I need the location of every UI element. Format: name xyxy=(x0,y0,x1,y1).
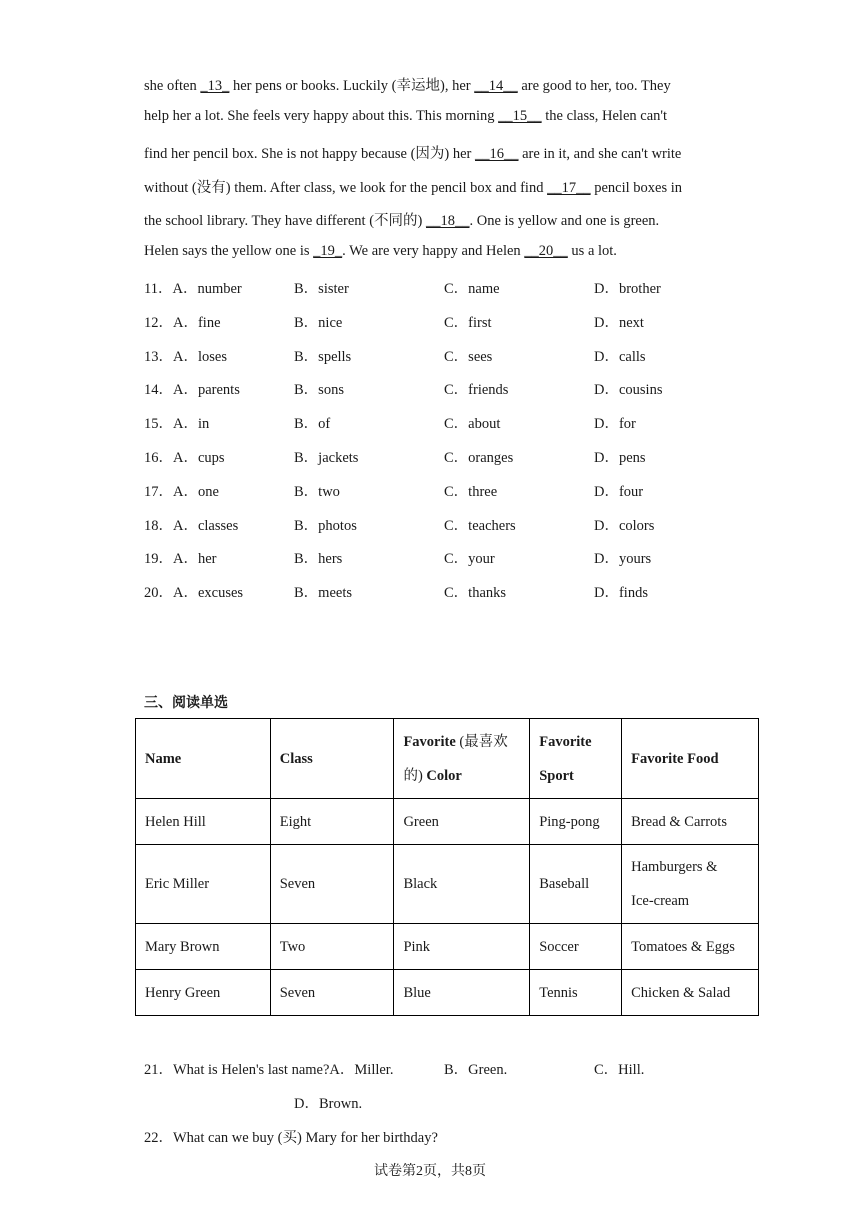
option-c: C．sees xyxy=(444,349,493,365)
option-b: B．nice xyxy=(294,315,343,331)
blank-18: __18__ xyxy=(426,213,470,229)
question-21-stem: 21．What is Helen's last name?A．Miller. xyxy=(144,1062,394,1078)
header-class: Class xyxy=(270,719,394,799)
passage-text: are in it, and she can't write xyxy=(518,146,682,162)
option-b: B．hers xyxy=(294,551,343,567)
option-a: A．her xyxy=(173,551,217,567)
cell-name: Eric Miller xyxy=(136,845,271,924)
cell-color: Green xyxy=(394,799,530,845)
question-number: 20． xyxy=(144,585,173,601)
question-number-and-option-a xyxy=(144,480,219,501)
passage-text: are good to her, too. They xyxy=(517,78,671,94)
passage-line-3 xyxy=(144,142,681,163)
header-color: Favorite (最喜欢 的) Color xyxy=(394,719,530,799)
option-a: A．parents xyxy=(173,382,240,398)
question-number-and-option-a xyxy=(144,345,227,366)
question-number-and-option-a xyxy=(144,514,238,535)
option-b: B．two xyxy=(294,484,340,500)
question-number-and-option-a xyxy=(144,446,225,467)
cell-food: Tomatoes & Eggs xyxy=(622,924,759,970)
question-22-stem: 22．What can we buy (买) Mary for her birthday? xyxy=(144,1130,438,1146)
cell-class: Eight xyxy=(270,799,394,845)
option-c: C．your xyxy=(444,551,495,567)
question-21-option-d: D．Brown. xyxy=(294,1096,363,1112)
passage-text: . One is yellow and one is green. xyxy=(469,213,660,229)
cell-sport: Ping-pong xyxy=(530,799,622,845)
favorites-table xyxy=(135,718,759,1016)
option-d: D．four xyxy=(594,484,644,500)
option-b: B．meets xyxy=(294,585,352,601)
option-b: B．sons xyxy=(294,382,344,398)
table-header-row xyxy=(136,719,759,799)
option-d: D．cousins xyxy=(594,382,663,398)
passage-text: without (没有) them. After class, we look for the pencil box and find xyxy=(144,180,548,196)
question-number-and-option-a xyxy=(144,412,209,433)
passage-line-2 xyxy=(144,108,667,125)
option-a: A．cups xyxy=(173,450,225,466)
header-name: Name xyxy=(136,719,271,799)
question-number-and-option-a xyxy=(144,378,240,399)
cell-name: Henry Green xyxy=(136,970,271,1016)
option-d: D．finds xyxy=(594,585,648,601)
question-21-option-b: B．Green. xyxy=(444,1062,508,1078)
passage-text: find her pencil box. She is not happy because (因为) her xyxy=(144,146,475,162)
option-c: C．name xyxy=(444,281,500,297)
table-row xyxy=(136,799,759,845)
cell-color: Pink xyxy=(394,924,530,970)
cell-class: Seven xyxy=(270,845,394,924)
table-row xyxy=(136,924,759,970)
question-number-and-option-a xyxy=(144,547,217,568)
option-a: A．number xyxy=(172,281,242,297)
option-d: D．next xyxy=(594,315,644,331)
option-b: B．photos xyxy=(294,518,357,534)
passage-line-4 xyxy=(144,176,682,197)
cell-name: Helen Hill xyxy=(136,799,271,845)
page-footer: 试卷第2页，共8页 xyxy=(374,1164,486,1179)
cell-name: Mary Brown xyxy=(136,924,271,970)
cell-food: Bread & Carrots xyxy=(622,799,759,845)
option-c: C．three xyxy=(444,484,498,500)
passage-line-1 xyxy=(144,74,671,95)
question-number-and-option-a xyxy=(144,311,221,332)
option-b: B．jackets xyxy=(294,450,359,466)
option-d: D．pens xyxy=(594,450,646,466)
passage-line-6 xyxy=(144,243,617,260)
option-d: D．brother xyxy=(594,281,661,297)
question-number: 15． xyxy=(144,416,173,432)
question-number-and-option-a xyxy=(144,581,243,602)
option-c: C．first xyxy=(444,315,492,331)
question-number: 19． xyxy=(144,551,173,567)
blank-16: __16__ xyxy=(475,146,519,162)
option-b: B．sister xyxy=(294,281,349,297)
option-c: C．thanks xyxy=(444,585,507,601)
cell-sport: Soccer xyxy=(530,924,622,970)
option-a: A．classes xyxy=(173,518,239,534)
passage-text: Helen says the yellow one is xyxy=(144,243,314,259)
option-c: C．teachers xyxy=(444,518,516,534)
option-c: C．oranges xyxy=(444,450,514,466)
option-a: A．one xyxy=(173,484,219,500)
cell-sport: Baseball xyxy=(530,845,622,924)
blank-15: __15__ xyxy=(498,108,542,124)
cell-class: Seven xyxy=(270,970,394,1016)
option-d: D．colors xyxy=(594,518,655,534)
blank-19: _19_ xyxy=(313,243,343,259)
blank-13: _13_ xyxy=(200,78,230,94)
option-c: C．about xyxy=(444,416,501,432)
passage-text: her pens or books. Luckily (幸运地), her xyxy=(229,78,475,94)
passage-text: she often xyxy=(144,78,201,94)
cell-food: Chicken & Salad xyxy=(622,970,759,1016)
cell-color: Black xyxy=(394,845,530,924)
passage-text: the class, Helen can't xyxy=(541,108,668,124)
blank-20: __20__ xyxy=(524,243,568,259)
option-b: B．spells xyxy=(294,349,352,365)
header-food: Favorite Food xyxy=(622,719,759,799)
question-number: 14． xyxy=(144,382,173,398)
option-a: A．in xyxy=(173,416,210,432)
option-a: A．excuses xyxy=(173,585,244,601)
passage-text: the school library. They have different (不同的) xyxy=(144,213,426,229)
option-d: D．yours xyxy=(594,551,652,567)
cell-class: Two xyxy=(270,924,394,970)
blank-14: __14__ xyxy=(474,78,518,94)
option-d: D．calls xyxy=(594,349,646,365)
question-number: 12． xyxy=(144,315,173,331)
option-b: B．of xyxy=(294,416,331,432)
option-a: A．loses xyxy=(173,349,227,365)
question-number: 11． xyxy=(144,281,173,297)
cell-color: Blue xyxy=(394,970,530,1016)
header-sport: Favorite Sport xyxy=(530,719,622,799)
passage-text: pencil boxes in xyxy=(590,180,683,196)
table-row xyxy=(136,845,759,924)
question-number: 17． xyxy=(144,484,173,500)
passage-line-5 xyxy=(144,209,659,230)
option-d: D．for xyxy=(594,416,636,432)
section-heading: 三、阅读单选 xyxy=(144,695,228,711)
table-row xyxy=(136,970,759,1016)
question-number: 16． xyxy=(144,450,173,466)
passage-text: help her a lot. She feels very happy about this. This morning xyxy=(144,108,499,124)
cell-sport: Tennis xyxy=(530,970,622,1016)
cell-food: Hamburgers & Ice-cream xyxy=(622,845,759,924)
question-number-and-option-a xyxy=(144,277,242,298)
question-number: 13． xyxy=(144,349,173,365)
blank-17: __17__ xyxy=(547,180,591,196)
passage-text: . We are very happy and Helen xyxy=(342,243,525,259)
option-c: C．friends xyxy=(444,382,509,398)
passage-text: us a lot. xyxy=(567,243,617,259)
question-number: 18． xyxy=(144,518,173,534)
question-21-option-c: C．Hill. xyxy=(594,1062,645,1078)
option-a: A．fine xyxy=(173,315,221,331)
